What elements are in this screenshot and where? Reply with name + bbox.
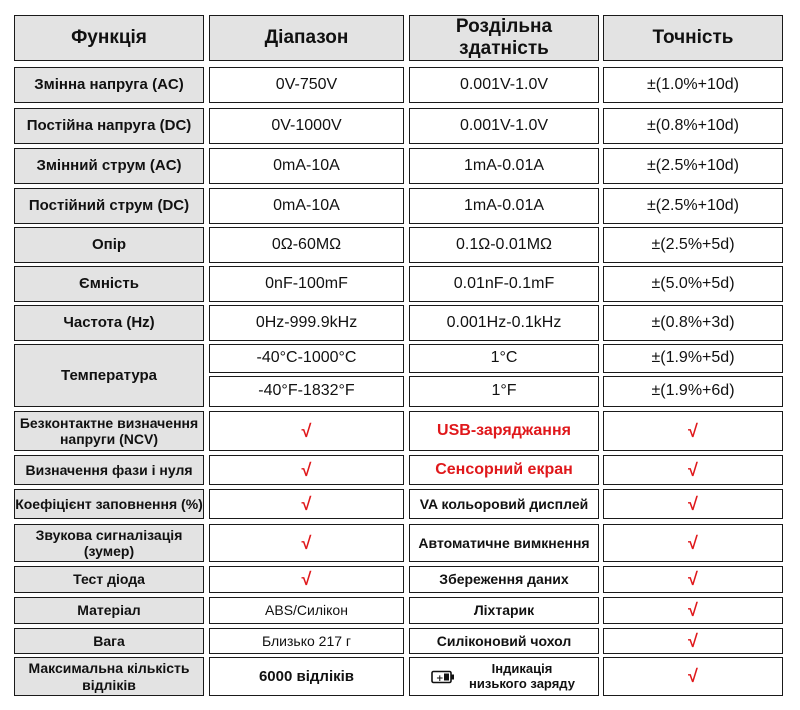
temp-c-resolution: 1°C xyxy=(409,344,599,373)
feature-function: Максимальна кількість відліків xyxy=(14,657,204,696)
row-range: 0Hz-999.9kHz xyxy=(209,305,404,341)
row-resolution: 0.001V-1.0V xyxy=(409,67,599,103)
feature-function: Тест діода xyxy=(14,566,204,593)
check-mark: √ xyxy=(603,597,783,624)
temp-f-range: -40°F-1832°F xyxy=(209,376,404,407)
weight-value: Близько 217 г xyxy=(209,628,404,654)
row-function: Опір xyxy=(14,227,204,263)
row-resolution: 1mA-0.01A xyxy=(409,148,599,184)
row-accuracy: ±(2.5%+10d) xyxy=(603,148,783,184)
feature-flashlight: Ліхтарик xyxy=(409,597,599,624)
temp-f-accuracy: ±(1.9%+6d) xyxy=(603,376,783,407)
row-accuracy: ±(0.8%+10d) xyxy=(603,108,783,144)
check-mark: √ xyxy=(603,628,783,654)
feature-function: Коефіцієнт заповнення (%) xyxy=(14,489,204,519)
check-mark: √ xyxy=(209,524,404,562)
temp-f-resolution: 1°F xyxy=(409,376,599,407)
row-range: 0mA-10A xyxy=(209,148,404,184)
temp-c-range: -40°C-1000°C xyxy=(209,344,404,373)
max-counts-value: 6000 відліків xyxy=(209,657,404,696)
row-function: Ємність xyxy=(14,266,204,302)
check-mark: √ xyxy=(209,411,404,451)
row-function: Змінна напруга (AC) xyxy=(14,67,204,103)
row-function: Змінний струм (AC) xyxy=(14,148,204,184)
header-range: Діапазон xyxy=(209,15,404,61)
row-accuracy: ±(2.5%+5d) xyxy=(603,227,783,263)
row-function: Частота (Hz) xyxy=(14,305,204,341)
header-resolution: Роздільна здатність xyxy=(409,15,599,61)
check-mark: √ xyxy=(209,489,404,519)
feature-touch-screen: Сенсорний екран xyxy=(409,455,599,485)
feature-function: Визначення фази і нуля xyxy=(14,455,204,485)
check-mark: √ xyxy=(603,657,783,696)
row-resolution: 0.001V-1.0V xyxy=(409,108,599,144)
header-accuracy: Точність xyxy=(603,15,783,61)
feature-auto-off: Автоматичне вимкнення xyxy=(409,524,599,562)
feature-function: Матеріал xyxy=(14,597,204,624)
temperature-label: Температура xyxy=(14,344,204,407)
check-mark: √ xyxy=(603,524,783,562)
low-battery-label: Індикація низького заряду xyxy=(469,660,575,691)
feature-color-display: VA кольоровий дисплей xyxy=(409,489,599,519)
row-range: 0V-750V xyxy=(209,67,404,103)
row-accuracy: ±(0.8%+3d) xyxy=(603,305,783,341)
row-range: 0V-1000V xyxy=(209,108,404,144)
row-accuracy: ±(2.5%+10d) xyxy=(603,188,783,224)
check-mark: √ xyxy=(209,566,404,593)
check-mark: √ xyxy=(603,566,783,593)
feature-data-hold: Збереження даних xyxy=(409,566,599,593)
row-range: 0Ω-60MΩ xyxy=(209,227,404,263)
feature-function: Звукова сигналізація (зумер) xyxy=(14,524,204,562)
battery-low-icon xyxy=(431,670,455,684)
row-range: 0mA-10A xyxy=(209,188,404,224)
row-resolution: 1mA-0.01A xyxy=(409,188,599,224)
check-mark: √ xyxy=(209,455,404,485)
material-value: ABS/Силікон xyxy=(209,597,404,624)
row-range: 0nF-100mF xyxy=(209,266,404,302)
row-accuracy: ±(1.0%+10d) xyxy=(603,67,783,103)
svg-text:+: + xyxy=(436,673,444,684)
temp-c-accuracy: ±(1.9%+5d) xyxy=(603,344,783,373)
check-mark: √ xyxy=(603,455,783,485)
row-function: Постійний струм (DC) xyxy=(14,188,204,224)
feature-function: Вага xyxy=(14,628,204,654)
row-resolution: 0.01nF-0.1mF xyxy=(409,266,599,302)
check-mark: √ xyxy=(603,489,783,519)
row-function: Постійна напруга (DC) xyxy=(14,108,204,144)
check-mark: √ xyxy=(603,411,783,451)
row-resolution: 0.001Hz-0.1kHz xyxy=(409,305,599,341)
row-accuracy: ±(5.0%+5d) xyxy=(603,266,783,302)
header-function: Функція xyxy=(14,15,204,61)
feature-function: Безконтактне визначення напруги (NCV) xyxy=(14,411,204,451)
feature-silicone-case: Силіконовий чохол xyxy=(409,628,599,654)
feature-usb-charging: USB-заряджання xyxy=(409,411,599,451)
feature-low-battery xyxy=(409,657,599,696)
row-resolution: 0.1Ω-0.01MΩ xyxy=(409,227,599,263)
